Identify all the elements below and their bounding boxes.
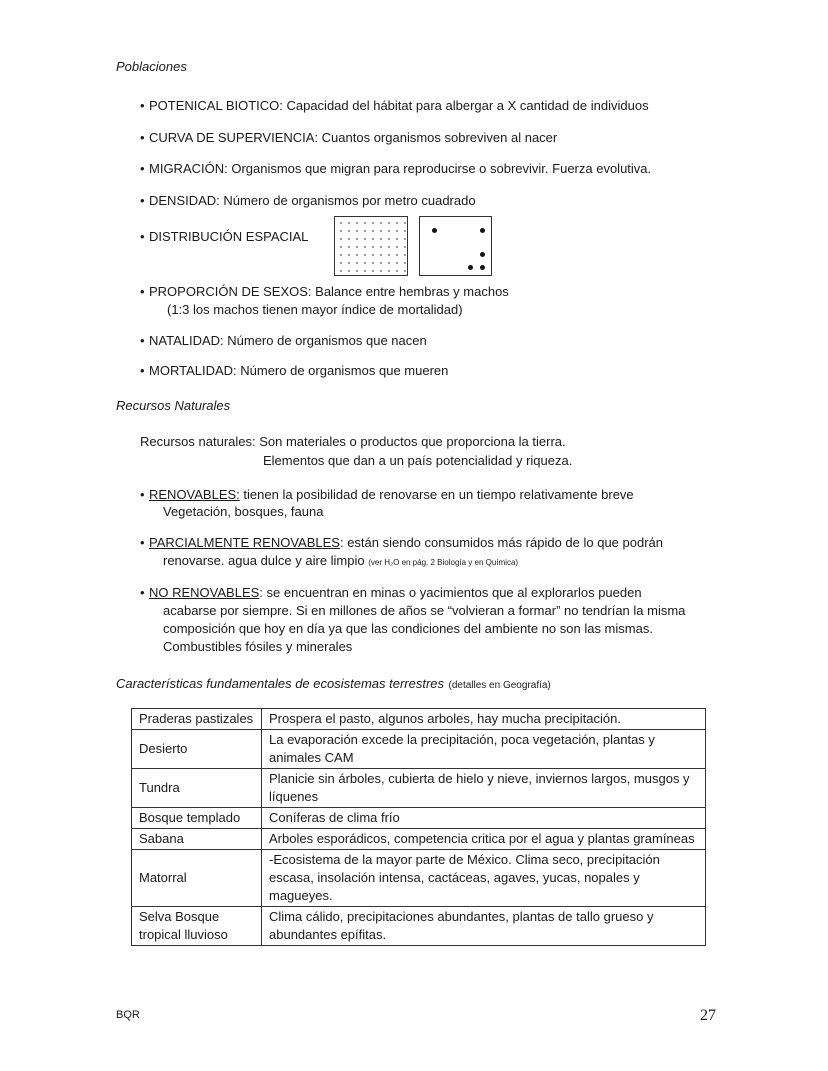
- table-row: [132, 709, 706, 730]
- list-item: • NATALIDAD: Número de organismos que nacen: [140, 333, 427, 348]
- ecosystem-name-cell: Sabana: [132, 829, 262, 850]
- list-item: • RENOVABLES: tienen la posibilidad de renovarse en un tiempo relativamente breve: [140, 487, 634, 502]
- list-item: • NO RENOVABLES: se encuentran en minas o yacimientos que al explorarlos pueden: [140, 585, 642, 600]
- list-item-continuation: renovarse. agua dulce y aire limpio (ver H₂O en pág. 2 Biología y en Química): [163, 553, 519, 568]
- definition-line: Elementos que dan a un país potencialidad y riqueza.: [263, 453, 573, 468]
- bullet-icon: •: [140, 333, 145, 348]
- ecosystem-description-cell: Prospera el pasto, algunos arboles, hay mucha precipitación.: [262, 709, 706, 730]
- bullet-icon: •: [140, 130, 145, 145]
- organism-dot: [480, 265, 485, 270]
- organism-dot: [432, 228, 437, 233]
- list-item: • PARCIALMENTE RENOVABLES: están siendo consumidos más rápido de lo que podrán: [140, 535, 664, 550]
- ecosystems-table: [131, 708, 706, 946]
- bullet-icon: •: [140, 585, 145, 600]
- list-item: • DISTRIBUCIÓN ESPACIAL: [140, 229, 309, 244]
- bullet-icon: •: [140, 161, 145, 176]
- organism-dot: [468, 265, 473, 270]
- table-row: [132, 829, 706, 850]
- list-item: • DENSIDAD: Número de organismos por metro cuadrado: [140, 193, 476, 208]
- clumped-distribution-illustration: [419, 216, 492, 276]
- bullet-icon: •: [140, 535, 145, 550]
- list-item: • MORTALIDAD: Número de organismos que mueren: [140, 363, 449, 378]
- table-row: [132, 850, 706, 907]
- bullet-icon: •: [140, 193, 145, 208]
- list-item: • POTENICAL BIOTICO: Capacidad del hábitat para albergar a X cantidad de individuos: [140, 98, 649, 113]
- footer-label: BQR: [116, 1009, 140, 1021]
- list-item: • MIGRACIÓN: Organismos que migran para reproducirse o sobrevivir. Fuerza evolutiva.: [140, 161, 652, 176]
- ecosystem-description-cell: -Ecosistema de la mayor parte de México. Clima seco, precipitación escasa, insolación intensa, cactáceas, agaves, yucas, nopales y magueyes.: [262, 850, 706, 907]
- uniform-distribution-illustration: [334, 216, 408, 276]
- definition-line: Recursos naturales: Son materiales o productos que proporciona la tierra.: [140, 434, 566, 449]
- table-row: [132, 730, 706, 769]
- list-item-continuation: (1:3 los machos tienen mayor índice de mortalidad): [167, 302, 463, 317]
- list-item-continuation: Vegetación, bosques, fauna: [163, 504, 324, 519]
- list-item: • PROPORCIÓN DE SEXOS: Balance entre hembras y machos: [140, 284, 509, 299]
- ecosystem-name-cell: Praderas pastizales: [132, 709, 262, 730]
- list-item: • CURVA DE SUPERVIENCIA: Cuantos organismos sobreviven al nacer: [140, 130, 558, 145]
- ecosystem-name-cell: Tundra: [132, 769, 262, 808]
- ecosystem-description-cell: La evaporación excede la precipitación, poca vegetación, plantas y animales CAM: [262, 730, 706, 769]
- table-row: [132, 769, 706, 808]
- ecosystem-name-cell: Selva Bosque tropical lluvioso: [132, 907, 262, 946]
- page-number: 27: [700, 1007, 716, 1024]
- list-item-continuation: acabarse por siempre. Si en millones de años se “volvieran a formar” no tendrían la misma: [163, 603, 686, 618]
- bullet-icon: •: [140, 98, 145, 113]
- organism-dot: [480, 252, 485, 257]
- bullet-icon: •: [140, 284, 145, 299]
- ecosystem-description-cell: Clima cálido, precipitaciones abundantes, plantas de tallo grueso y abundantes epífitas.: [262, 907, 706, 946]
- ecosystem-description-cell: Arboles esporádicos, competencia critica por el agua y plantas gramíneas: [262, 829, 706, 850]
- section-heading-poblaciones: Poblaciones: [116, 59, 187, 74]
- ecosystem-name-cell: Matorral: [132, 850, 262, 907]
- bullet-icon: •: [140, 229, 145, 244]
- list-item-continuation: Combustibles fósiles y minerales: [163, 639, 353, 654]
- ecosystem-description-cell: Planicie sin árboles, cubierta de hielo y nieve, inviernos largos, musgos y líquenes: [262, 769, 706, 808]
- section-heading-recursos: Recursos Naturales: [116, 398, 231, 413]
- table-row: [132, 907, 706, 946]
- ecosystem-name-cell: Desierto: [132, 730, 262, 769]
- bullet-icon: •: [140, 487, 145, 502]
- table-row: [132, 808, 706, 829]
- organism-dot: [480, 228, 485, 233]
- list-item-continuation: composición que hoy en día ya que las condiciones del ambiente no son las mismas.: [163, 621, 653, 636]
- bullet-icon: •: [140, 363, 145, 378]
- ecosystem-name-cell: Bosque templado: [132, 808, 262, 829]
- ecosystem-description-cell: Coníferas de clima frío: [262, 808, 706, 829]
- section-heading-ecosistemas: Características fundamentales de ecosistemas terrestres (detalles en Geografía): [116, 676, 551, 691]
- ecosystems-table-body: [132, 709, 706, 946]
